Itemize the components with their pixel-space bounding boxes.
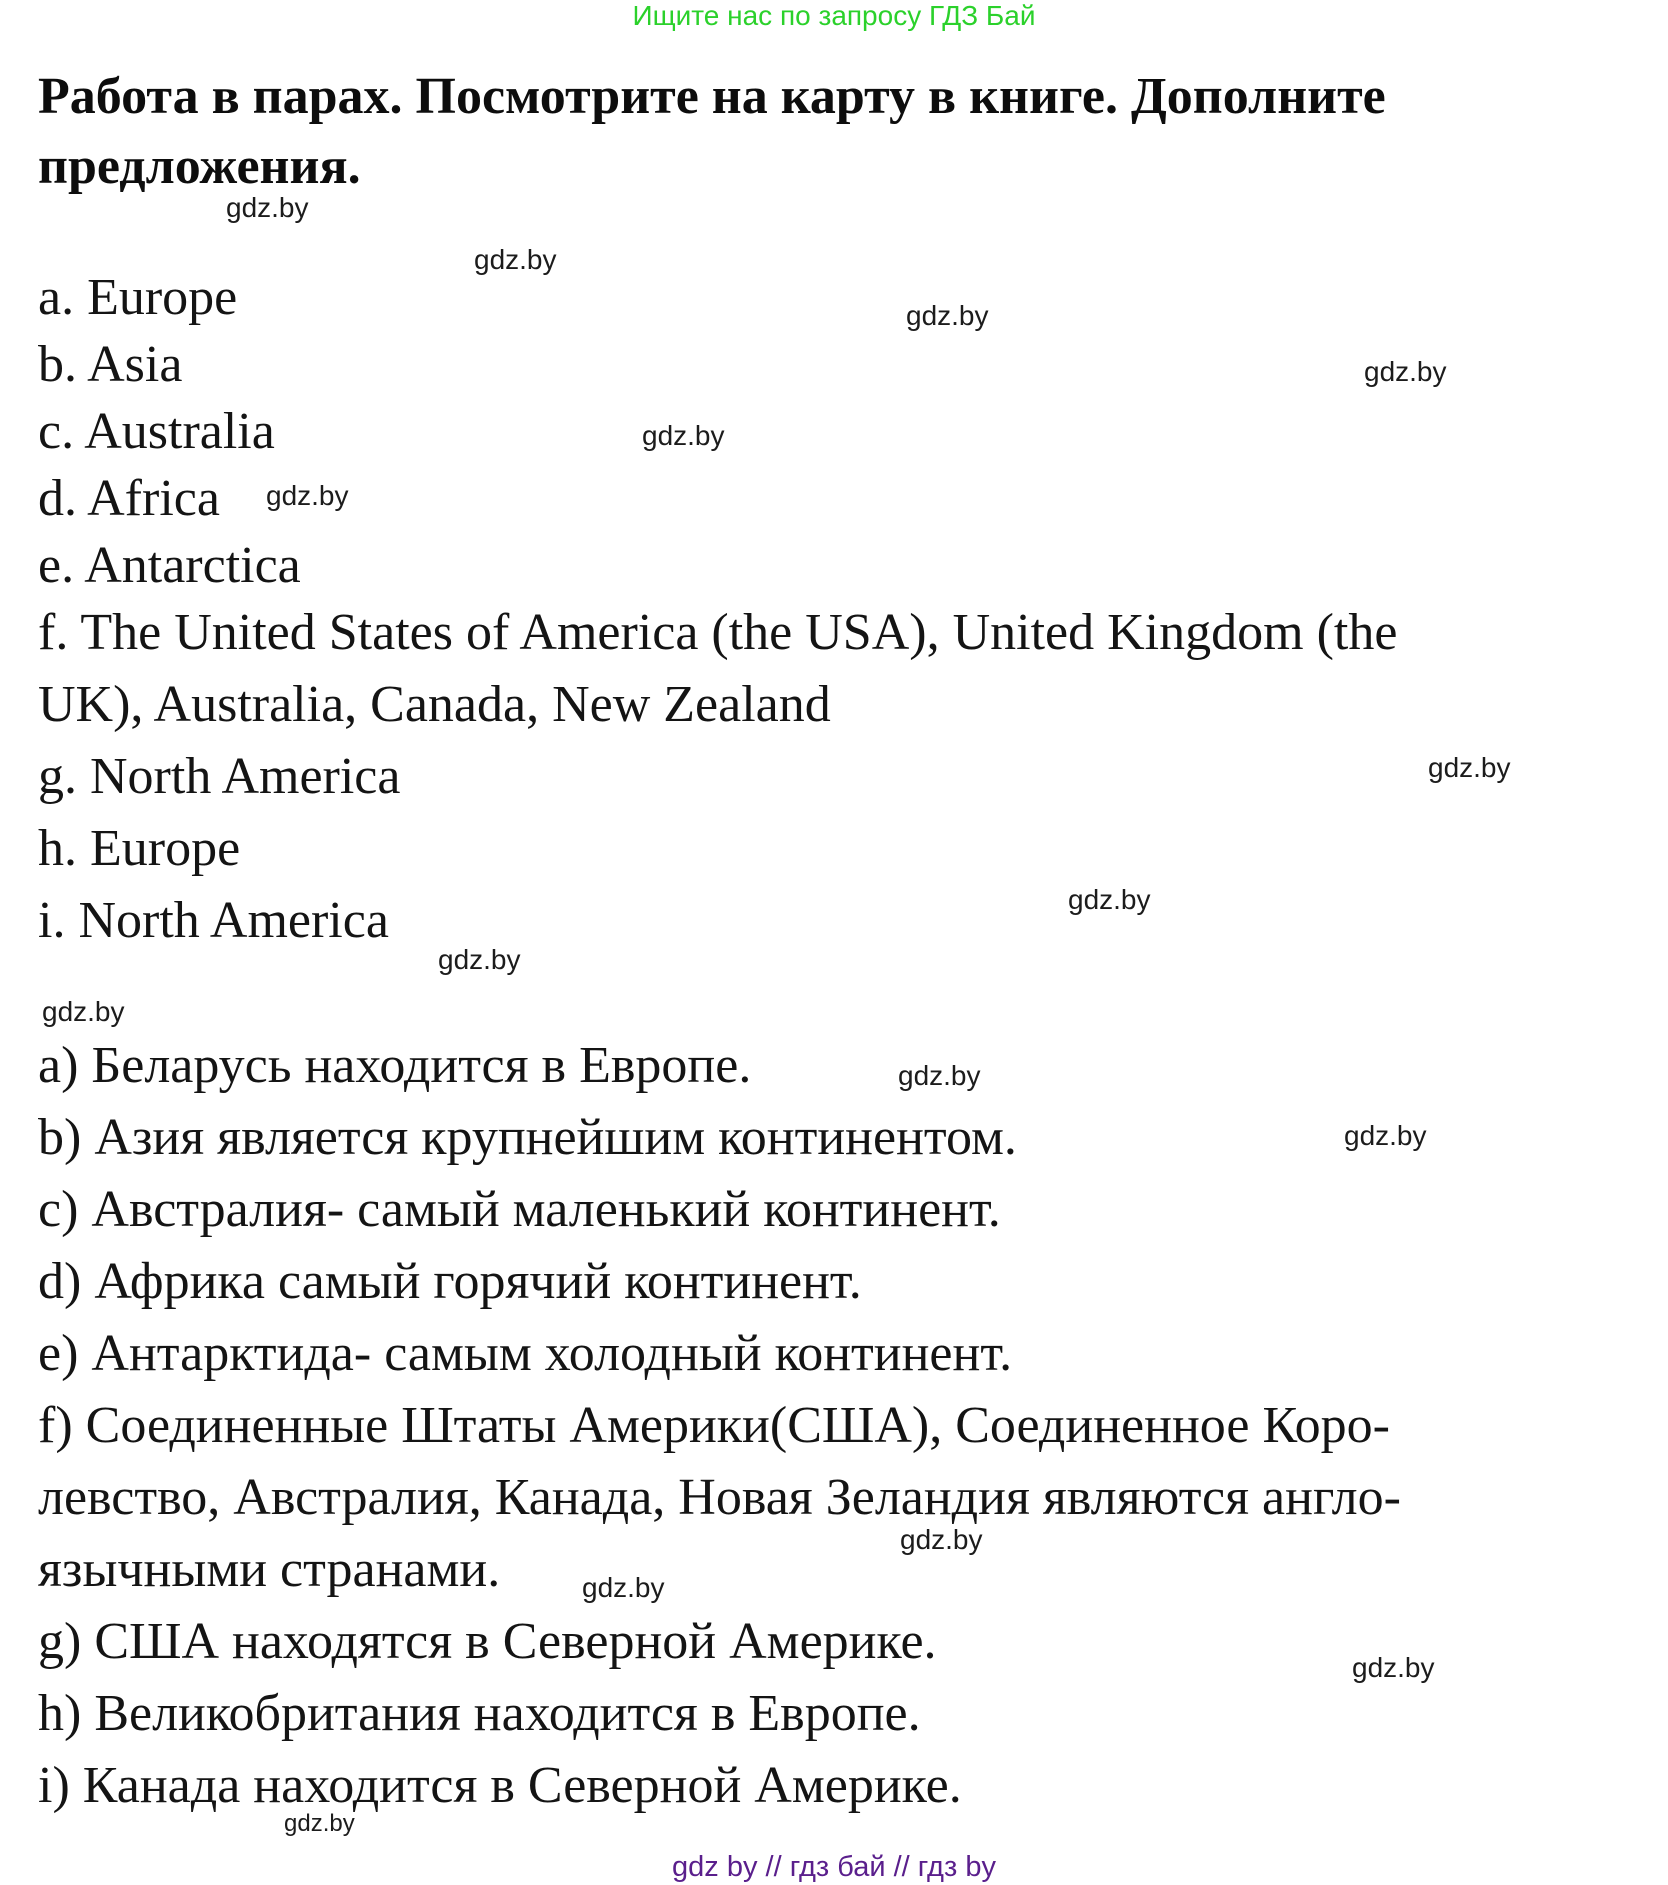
footer-watermark: gdz by // гдз бай // гдз by — [672, 1851, 996, 1883]
answer-line-ru-c: c) Австралия- самый маленький континент. — [38, 1181, 1001, 1238]
watermark: gdz.by — [906, 300, 989, 331]
answer-line-en-i: i. North America — [38, 892, 389, 949]
answer-line-en-f2: UK), Australia, Canada, New Zealand — [38, 676, 831, 733]
answer-line-ru-a: a) Беларусь находится в Европе. — [38, 1037, 752, 1094]
watermark: gdz.by — [226, 192, 309, 223]
task-heading: Работа в парах. Посмотрите на карту в книге. Дополните предложения. — [38, 68, 1386, 195]
watermark: gdz.by — [266, 480, 349, 511]
watermark: gdz.by — [1428, 752, 1511, 783]
watermark: gdz.by — [898, 1060, 981, 1091]
watermark: gdz.by — [474, 244, 557, 275]
answer-line-ru-g: g) США находятся в Северной Америке. — [38, 1613, 937, 1670]
watermark: gdz.by — [1068, 884, 1151, 915]
answer-line-ru-f3: язычными странами. — [38, 1541, 501, 1598]
watermark: gdz.by — [582, 1572, 665, 1603]
answer-line-en-h: h. Europe — [38, 820, 241, 877]
watermark: gdz.by — [1364, 356, 1447, 387]
answer-line-en-g: g. North America — [38, 748, 401, 805]
watermark: gdz.by — [438, 944, 521, 975]
answer-line-ru-d: d) Африка самый горячий континент. — [38, 1253, 862, 1310]
watermark: gdz.by — [900, 1524, 983, 1555]
answer-line-en-f1: f. The United States of America (the USA), United Kingdom (the — [38, 604, 1398, 661]
watermark: gdz.by — [42, 996, 125, 1027]
answer-line-en-a: a. Europe — [38, 269, 238, 326]
answer-line-en-e: e. Antarctica — [38, 537, 301, 594]
answer-line-ru-f2: левство, Австралия, Канада, Новая Зеландия являются англо- — [38, 1469, 1401, 1526]
watermark: gdz.by — [642, 420, 725, 451]
answer-line-ru-h: h) Великобритания находится в Европе. — [38, 1685, 921, 1742]
answer-line-ru-i: i) Канада находится в Северной Америке. — [38, 1757, 962, 1814]
answer-line-ru-f1: f) Соединенные Штаты Америки(США), Соединенное Коро- — [38, 1397, 1390, 1454]
answer-line-en-b: b. Asia — [38, 336, 183, 393]
answer-line-en-d: d. Africa — [38, 470, 220, 527]
search-hint-banner: Ищите нас по запросу ГДЗ Бай — [632, 0, 1036, 31]
answer-line-en-c: c. Australia — [38, 403, 275, 460]
answer-line-ru-b: b) Азия является крупнейшим континентом. — [38, 1109, 1017, 1166]
watermark: gdz.by — [1352, 1652, 1435, 1683]
watermark: gdz.by — [284, 1810, 355, 1837]
answer-line-ru-e: e) Антарктида- самым холодный континент. — [38, 1325, 1013, 1382]
watermark: gdz.by — [1344, 1120, 1427, 1151]
